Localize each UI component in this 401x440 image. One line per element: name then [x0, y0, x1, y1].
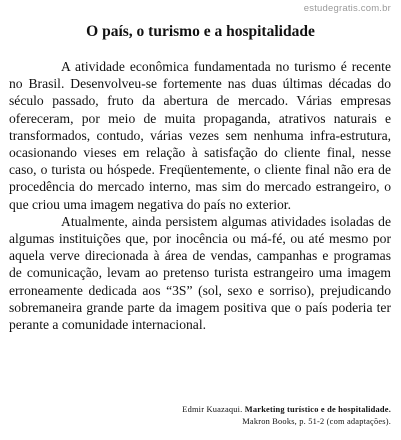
watermark: estudegratis.com.br — [303, 3, 391, 14]
paragraph-2: Atualmente, ainda persistem algumas atividades isoladas de algumas instituições que, por inocência ou má-fé, ou até mesmo por aquela verve direcionada à área de vendas, campanhas e programas de comunicação, levam ao pretenso turista estrangeiro uma imagem erroneamente dedicada aos “3S” (sol, sexo e sorriso), prejudicando sobremaneira grande parte da imagem positiva que o país poderia ter perante a comunidade internacional. — [9, 213, 391, 333]
source-work-title: Marketing turístico e de hospitalidade. — [244, 405, 391, 414]
source-publisher: Makron Books, p. 51-2 (com adaptações). — [242, 416, 391, 426]
article-body — [9, 58, 391, 333]
page-title: O país, o turismo e a hospitalidade — [86, 23, 315, 40]
paragraph-1: A atividade econômica fundamentada no turismo é recente no Brasil. Desenvolveu-se fortemente nas duas últimas décadas do século passado, fruto da abertura de mercado. Várias empresas ofereceram, por meio de muita propaganda, atrativos naturais e transformados, contudo, várias vezes sem nenhuma infra-estrutura, ocasionando vieses em relação à satisfação do cliente final, nesse caso, o turista ou hóspede. Freqüentemente, o cliente final não era de procedência do mercado interno, mas sim do mercado estrangeiro, o que criou uma imagem negativa do país no exterior. — [9, 59, 391, 212]
source-author: Edmir Kuazaqui. — [182, 405, 245, 414]
source-citation — [131, 404, 391, 427]
